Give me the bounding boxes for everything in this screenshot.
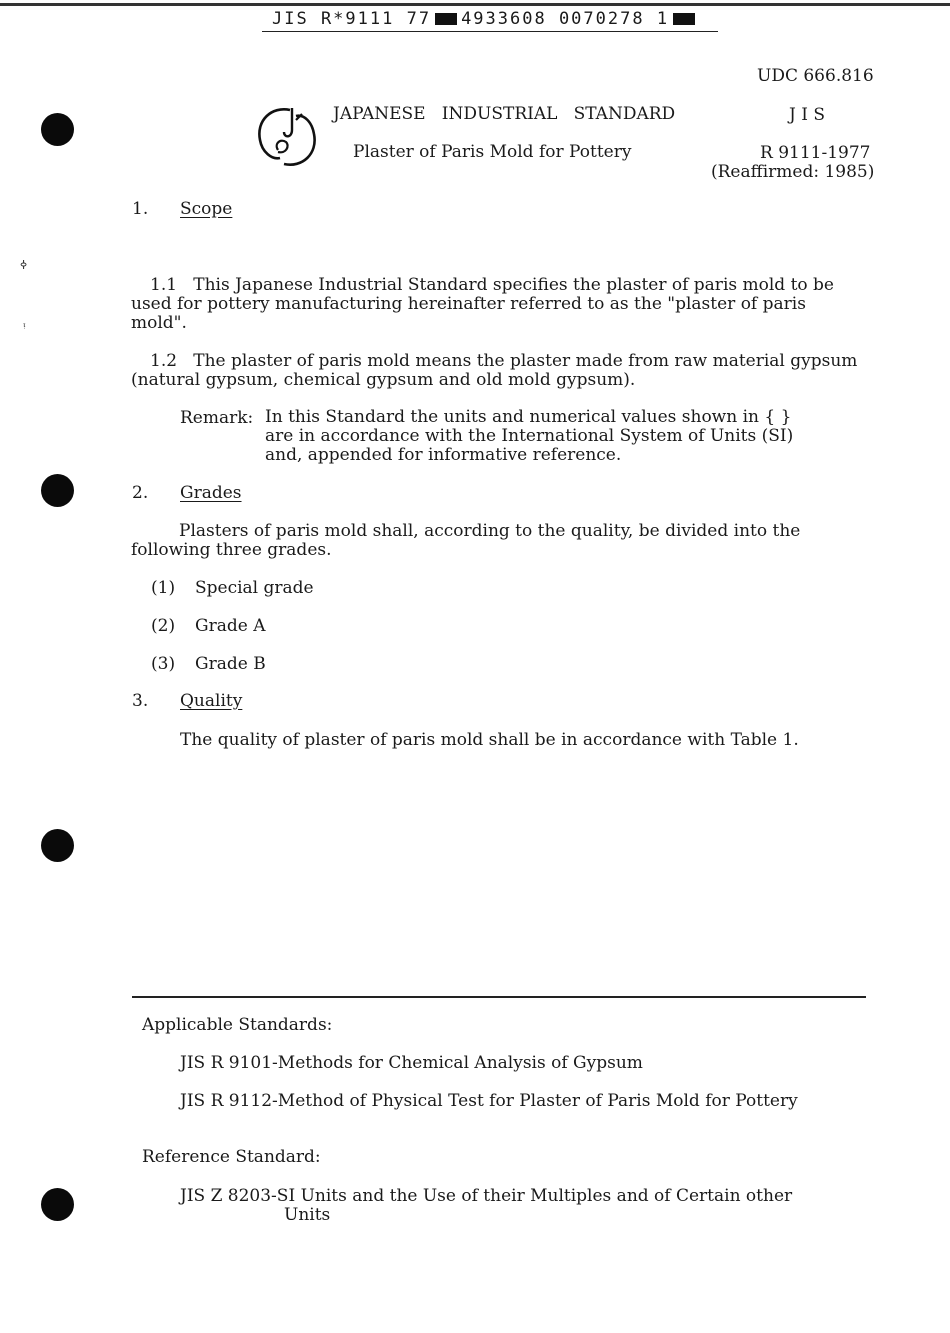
section-title-scope: Scope xyxy=(180,199,233,219)
grades-intro: Plasters of paris mold shall, according to the quality, be divided into the following three grades. xyxy=(131,521,801,560)
code-numbers: 4933608 0070278 1 xyxy=(461,9,670,29)
reaffirmed-date: (Reaffirmed: 1985) xyxy=(711,162,875,182)
grade-item-number: (3) xyxy=(151,654,176,674)
org-title: JAPANESE INDUSTRIAL STANDARD xyxy=(333,104,676,124)
punch-hole xyxy=(41,829,74,862)
section-title-grades: Grades xyxy=(180,483,242,503)
paragraph-number: 1.2 xyxy=(150,351,178,371)
margin-mark: ߦ xyxy=(20,258,28,272)
standard-number: R 9111-1977 xyxy=(760,143,871,163)
quality-text: The quality of plaster of paris mold shall be in accordance with Table 1. xyxy=(180,730,799,750)
punch-hole xyxy=(41,474,74,507)
paragraph-1-2 xyxy=(131,352,876,390)
document-title: Plaster of Paris Mold for Pottery xyxy=(353,142,632,162)
punch-hole xyxy=(41,1188,74,1221)
reference-standard-line: JIS Z 8203-SI Units and the Use of their Multiples and of Certain other xyxy=(180,1186,793,1206)
paragraph-number: 1.1 xyxy=(150,275,178,295)
remark-label: Remark: xyxy=(180,408,254,428)
redaction-block xyxy=(435,13,457,25)
section-number: 1. xyxy=(132,199,149,219)
jis-logo-icon xyxy=(254,104,320,170)
paragraph-text: This Japanese Industrial Standard specifies the plaster of paris mold to be used for pottery manufacturing hereinafter referred to as the "plaster of paris mold". xyxy=(131,275,834,333)
reference-standard-line: Units xyxy=(284,1205,331,1225)
code-prefix: JIS R*9111 77 xyxy=(272,9,432,29)
grade-item-number: (1) xyxy=(151,578,176,598)
section-title-quality: Quality xyxy=(180,691,243,711)
top-scan-line xyxy=(0,3,950,6)
grade-item-number: (2) xyxy=(151,616,176,636)
reference-standard-label: Reference Standard: xyxy=(142,1147,321,1167)
header-underline xyxy=(262,31,718,32)
footer-divider xyxy=(132,996,866,998)
paragraph-text: The plaster of paris mold means the plaster made from raw material gypsum (natural gypsum, chemical gypsum and old mold gypsum). xyxy=(131,351,858,390)
udc-number: UDC 666.816 xyxy=(757,66,874,86)
applicable-standards-label: Applicable Standards: xyxy=(142,1015,333,1035)
applicable-standard-item: JIS R 9101-Methods for Chemical Analysis of Gypsum xyxy=(180,1053,643,1073)
grade-item-label: Special grade xyxy=(195,578,314,598)
jis-mark: J I S xyxy=(789,105,825,125)
section-number: 2. xyxy=(132,483,149,503)
applicable-standard-item: JIS R 9112-Method of Physical Test for Plaster of Paris Mold for Pottery xyxy=(180,1091,798,1111)
paragraph-1-1 xyxy=(131,276,853,333)
remark-text: In this Standard the units and numerical values shown in { } are in accordance with the International System of Units (SI) and, appended for informative reference. xyxy=(265,407,794,465)
redaction-block xyxy=(673,13,695,25)
header-code-line xyxy=(272,9,699,29)
grade-item-label: Grade B xyxy=(195,654,266,674)
grade-item-label: Grade A xyxy=(195,616,266,636)
punch-hole xyxy=(41,113,74,146)
margin-mark: ᵎ xyxy=(23,320,26,334)
section-number: 3. xyxy=(132,691,149,711)
